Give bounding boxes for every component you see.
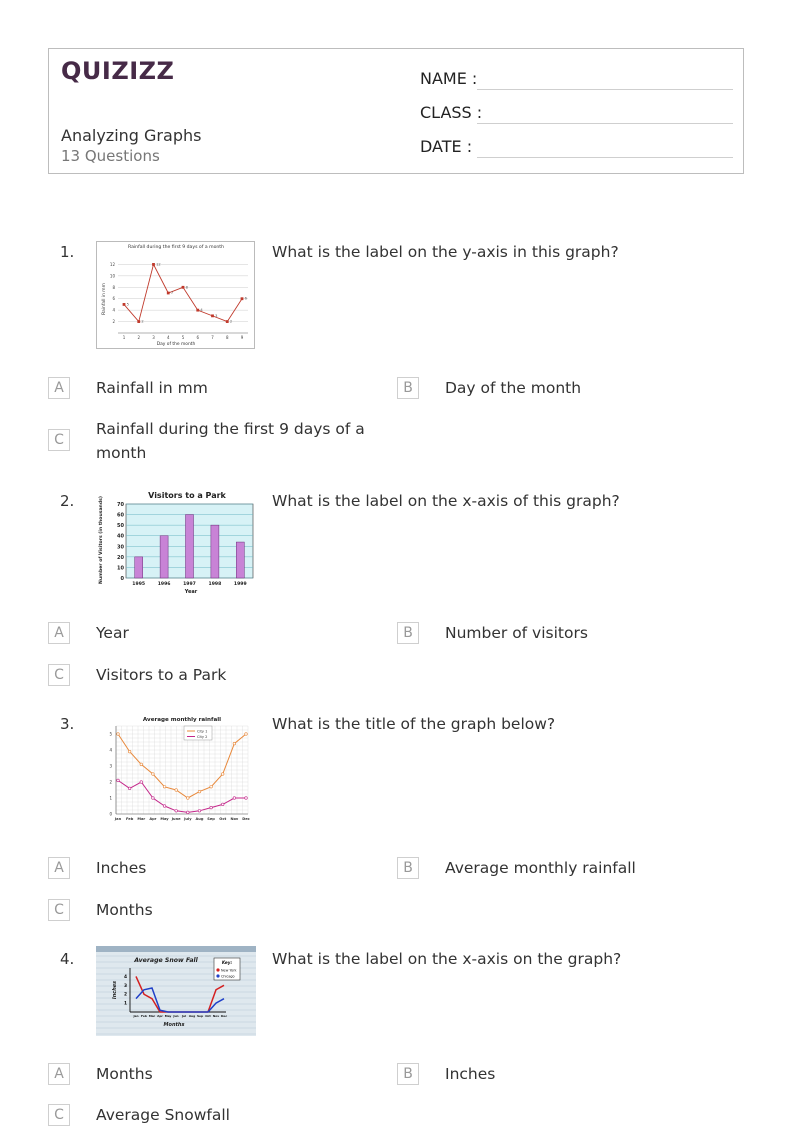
q1-point-label: 2 <box>229 319 233 324</box>
q1-point-label: 4 <box>200 308 203 313</box>
q2-bar <box>186 515 194 578</box>
q4-ytick: 1 <box>123 1001 127 1007</box>
q2-bar <box>160 536 168 578</box>
q1-xtick: 3 <box>152 335 155 340</box>
question-4-number: 4. <box>60 950 75 968</box>
q3-ytick: 2 <box>109 779 112 785</box>
q2-ytick: 40 <box>117 533 124 540</box>
q3-point <box>245 797 248 800</box>
q4-xtick: May <box>164 1014 172 1018</box>
question-3-line-chart <box>96 712 256 828</box>
q2-bar <box>135 557 143 578</box>
question-2-bar-chart <box>96 488 256 596</box>
q3-legend-label: City 2 <box>197 735 208 739</box>
q4-ytick: 3 <box>123 983 127 989</box>
q3-point <box>210 786 213 789</box>
q3-point <box>187 811 190 814</box>
q3-point <box>221 773 224 776</box>
q1-ytick: 8 <box>112 284 115 290</box>
q3-point <box>187 797 190 800</box>
q1-point-label: 2 <box>141 319 144 324</box>
q2-ytick: 50 <box>117 523 124 530</box>
q1-point <box>152 263 155 266</box>
q1-point-label: 6 <box>244 296 247 301</box>
q3-point <box>163 805 166 808</box>
q1-point <box>226 320 229 323</box>
q1-point-label: 3 <box>215 313 218 318</box>
q2-chart-xlabel: Year <box>184 589 198 595</box>
worksheet-header <box>48 48 744 174</box>
q3-xtick: Oct <box>219 817 227 821</box>
q3-xtick: Dec <box>242 817 250 821</box>
q2-option-a-box[interactable]: A <box>48 622 70 644</box>
q2-ytick: 20 <box>117 554 124 561</box>
q1-xtick: 5 <box>181 335 185 340</box>
q4-xtick: Aug <box>188 1014 196 1018</box>
q4-option-a-box[interactable]: A <box>48 1063 70 1085</box>
question-2-number: 2. <box>60 492 75 510</box>
q1-ytick: 6 <box>112 296 115 302</box>
q1-point <box>196 309 199 312</box>
q4-legend-label: Chicago <box>221 974 235 979</box>
q2-xtick: 1996 <box>157 582 171 587</box>
q3-ytick: 3 <box>109 763 112 769</box>
q2-chart-title: Visitors to a Park <box>148 491 226 500</box>
q4-chart-title: Average Snow Fall <box>134 957 198 964</box>
q1-chart-title: Rainfall during the first 9 days of a month <box>127 245 225 250</box>
q3-xtick: Aug <box>195 817 204 821</box>
q3-legend-label: City 1 <box>197 729 208 734</box>
q3-xtick: Mar <box>137 817 146 821</box>
q1-option-c[interactable]: Rainfall during the first 9 days of a month <box>96 420 365 462</box>
q3-point <box>163 786 166 789</box>
class-line[interactable] <box>477 123 733 124</box>
q3-point <box>175 789 178 792</box>
q2-bar <box>211 525 219 578</box>
q3-xtick: Apr <box>149 817 157 821</box>
name-label: NAME : <box>420 69 478 88</box>
q2-ytick: 60 <box>117 512 124 519</box>
q3-xtick: Nov <box>230 817 239 821</box>
q4-option-c-box[interactable]: C <box>48 1104 70 1126</box>
q2-option-b[interactable]: Number of visitors <box>445 624 588 642</box>
q3-point <box>233 742 236 745</box>
q1-chart-xlabel: Day of the month <box>156 342 196 347</box>
q1-ytick: 10 <box>109 273 115 279</box>
question-1-line-chart <box>96 241 256 349</box>
q2-option-c-box[interactable]: C <box>48 664 70 686</box>
q1-ytick: 12 <box>109 261 115 267</box>
q1-point <box>182 286 185 289</box>
q4-xtick: Jan <box>133 1014 139 1018</box>
q1-ytick: 2 <box>112 319 115 325</box>
q3-point <box>117 733 120 736</box>
q3-point <box>152 773 155 776</box>
q4-legend-swatch <box>216 974 219 977</box>
q3-option-b-box[interactable]: B <box>397 857 419 879</box>
q4-xtick: Jun <box>173 1014 179 1018</box>
q3-option-a-box[interactable]: A <box>48 857 70 879</box>
q3-xtick: Feb <box>125 817 134 821</box>
q1-xtick: 4 <box>166 335 170 340</box>
q3-option-c-box[interactable]: C <box>48 899 70 921</box>
q2-chart-ylabel: Number of Visitors (in thousands) <box>99 496 104 584</box>
q3-point <box>175 810 178 813</box>
q2-xtick: 1997 <box>183 582 196 587</box>
q4-ytick: 4 <box>123 974 127 980</box>
q1-xtick: 7 <box>211 335 214 340</box>
q3-point <box>128 750 131 753</box>
q3-point <box>245 733 248 736</box>
q2-ytick: 70 <box>117 502 124 508</box>
q2-xtick: 1995 <box>132 582 146 587</box>
q1-xtick: 6 <box>196 335 200 340</box>
name-line[interactable] <box>477 89 733 90</box>
q3-xtick: June <box>171 817 181 821</box>
q1-option-b[interactable]: Day of the month <box>445 379 582 397</box>
q3-ytick: 1 <box>109 795 112 801</box>
q3-option-a[interactable]: Inches <box>96 859 147 877</box>
q1-point-label: 5 <box>126 302 129 307</box>
q4-ytick: 2 <box>123 992 127 998</box>
q4-legend-swatch <box>216 968 219 971</box>
q4-xtick: Mar <box>148 1014 156 1018</box>
q3-point <box>152 797 155 800</box>
q3-point <box>233 797 236 800</box>
date-line[interactable] <box>477 157 733 158</box>
q2-bar <box>236 542 244 578</box>
q4-xtick: Feb <box>141 1014 147 1018</box>
q2-xtick: 1998 <box>208 582 222 587</box>
q3-point <box>140 763 143 766</box>
q1-xtick: 1 <box>122 335 126 340</box>
quizizz-logo: QUIZIZZ <box>61 57 175 85</box>
q1-option-a-box[interactable]: A <box>48 377 70 399</box>
q3-ytick: 5 <box>109 731 112 737</box>
q3-ytick: 4 <box>109 747 112 753</box>
q2-ytick: 0 <box>120 576 124 582</box>
q2-xtick: 1999 <box>233 582 247 587</box>
q4-xtick: Dec <box>220 1014 228 1018</box>
q1-chart-ylabel: Rainfall in mm <box>102 283 107 315</box>
q4-xtick: Sep <box>196 1014 204 1018</box>
q3-chart-title: Average monthly rainfall <box>142 717 222 723</box>
q4-chart-xlabel: Months <box>163 1022 185 1028</box>
date-label: DATE : <box>420 137 473 156</box>
question-4-line-chart <box>96 946 256 1036</box>
q4-option-b[interactable]: Inches <box>445 1065 496 1083</box>
q3-point <box>198 810 201 813</box>
q3-point <box>221 803 224 806</box>
q3-option-c[interactable]: Months <box>96 901 153 919</box>
q3-point <box>117 779 120 782</box>
q2-ytick: 10 <box>117 565 124 572</box>
q4-xtick: Oct <box>205 1014 211 1018</box>
q1-point-label: 12 <box>156 262 161 267</box>
q2-ytick: 30 <box>117 544 124 551</box>
q4-xtick: Jul <box>181 1014 187 1018</box>
class-label: CLASS : <box>420 103 483 122</box>
q3-xtick: July <box>184 817 192 821</box>
q1-point <box>123 303 126 306</box>
q1-point <box>137 320 140 323</box>
q3-option-b[interactable]: Average monthly rainfall <box>445 859 636 877</box>
question-4-text: What is the label on the x-axis on the graph? <box>272 950 622 968</box>
question-3-number: 3. <box>60 715 75 733</box>
q2-option-a[interactable]: Year <box>96 624 129 642</box>
q4-chart-ylabel: Inches <box>112 980 118 1000</box>
question-1-text: What is the label on the y-axis in this graph? <box>272 243 619 261</box>
q1-option-c-box[interactable]: C <box>48 429 70 451</box>
q3-xtick: Jan <box>114 817 122 821</box>
q3-xtick: Sep <box>207 817 215 821</box>
question-3-text: What is the title of the graph below? <box>272 715 556 733</box>
q4-option-b-box[interactable]: B <box>397 1063 419 1085</box>
q4-legend-label: New York <box>221 968 237 973</box>
q1-point-label: 8 <box>185 285 188 290</box>
q1-option-a[interactable]: Rainfall in mm <box>96 379 208 397</box>
q4-legend-title: Key: <box>221 960 233 965</box>
q1-point <box>241 297 244 300</box>
q1-ytick: 4 <box>112 307 115 313</box>
q4-option-c[interactable]: Average Snowfall <box>96 1106 230 1124</box>
q3-point <box>140 781 143 784</box>
q2-option-b-box[interactable]: B <box>397 622 419 644</box>
q1-xtick: 9 <box>240 335 244 340</box>
question-1-number: 1. <box>60 243 75 261</box>
q3-point <box>128 787 131 790</box>
q3-ytick: 0 <box>109 811 112 817</box>
question-count: 13 Questions <box>61 147 160 165</box>
q1-option-b-box[interactable]: B <box>397 377 419 399</box>
q2-option-c[interactable]: Visitors to a Park <box>96 666 227 684</box>
question-2-text: What is the label on the x-axis of this graph? <box>272 492 620 510</box>
q3-point <box>210 806 213 809</box>
q4-option-a[interactable]: Months <box>96 1065 153 1083</box>
q1-xtick: 8 <box>225 335 229 340</box>
q3-xtick: May <box>160 817 169 821</box>
q3-point <box>198 790 201 793</box>
q1-xtick: 2 <box>137 335 141 340</box>
q1-point-label: 7 <box>170 291 174 295</box>
q1-point <box>211 314 214 317</box>
q4-xtick: Apr <box>157 1014 163 1018</box>
q1-point <box>167 292 170 295</box>
q4-xtick: Nov <box>212 1014 220 1018</box>
worksheet-title: Analyzing Graphs <box>61 126 202 145</box>
